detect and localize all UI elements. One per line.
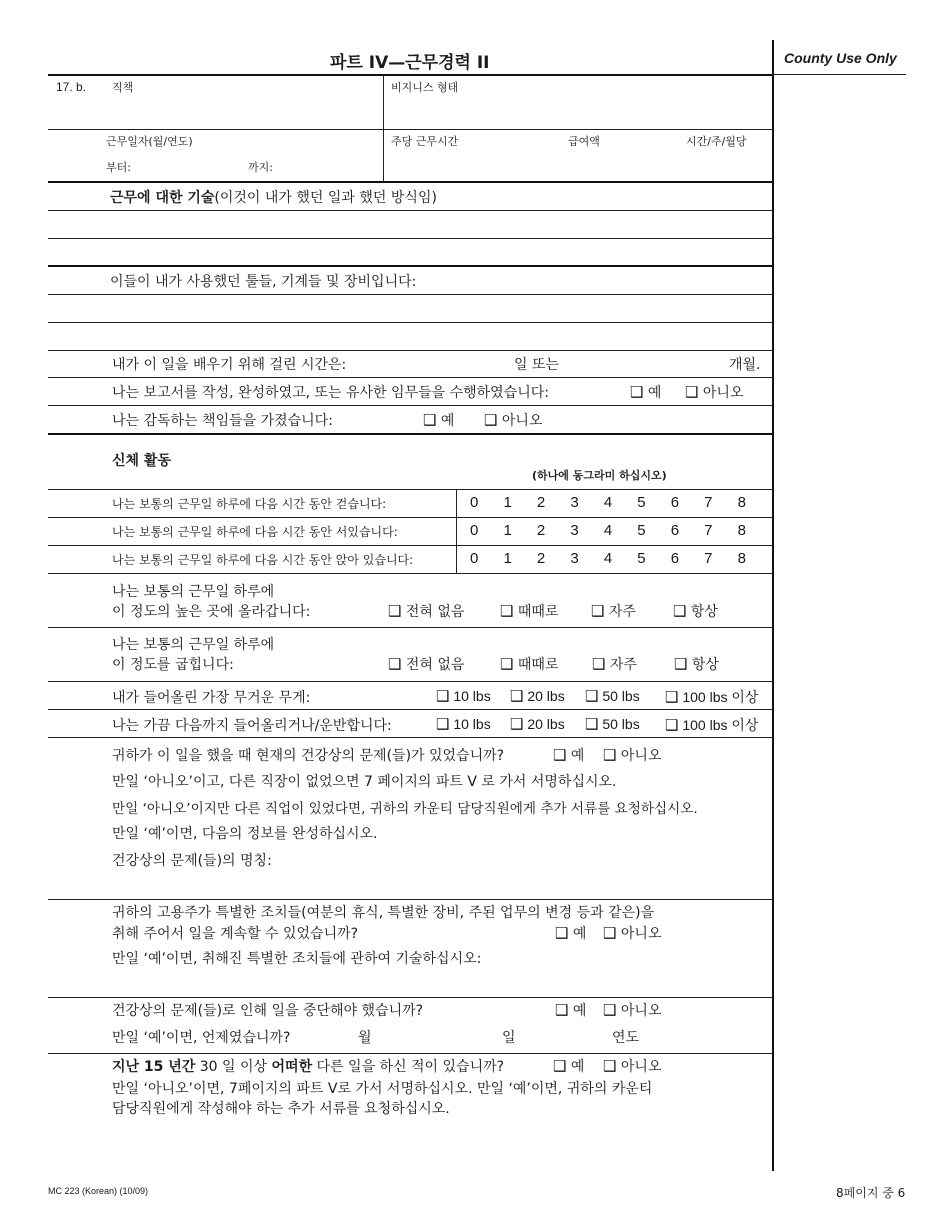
heaviest-option-20[interactable]: [510, 687, 565, 705]
climb-top-rule: [48, 573, 772, 574]
accommodation-no-checkbox[interactable]: ❑: [603, 924, 617, 942]
walk-label: 나는 보통의 근무일 하루에 다음 시간 동안 걷습니다:: [112, 497, 387, 511]
county-column-divider: [772, 40, 774, 1171]
duties-label: [110, 187, 437, 207]
accommodation-yes-option[interactable]: [555, 923, 586, 943]
health-no-option[interactable]: [603, 745, 661, 765]
heaviest-label: 내가 들어올린 가장 무거운 무게:: [112, 690, 311, 706]
supervise-yes-option[interactable]: [423, 410, 454, 430]
sit-scale-4[interactable]: 4: [603, 550, 613, 567]
physical-table-divider: [456, 489, 457, 573]
physical-row-rule-1: [48, 517, 772, 518]
pay-label[interactable]: 급여액: [568, 135, 600, 148]
walk-scale-7[interactable]: 7: [704, 494, 713, 511]
sit-scale-1[interactable]: 1: [503, 550, 512, 567]
stand-scale-5[interactable]: 5: [637, 522, 646, 539]
frequent-100-label: 100 lbs 이상: [682, 717, 759, 733]
bend-always-checkbox[interactable]: ❑: [674, 655, 688, 673]
climb-always-checkbox[interactable]: ❑: [673, 602, 687, 620]
stand-scale-3[interactable]: 3: [570, 522, 579, 539]
stop-top-rule: [48, 997, 772, 998]
heaviest-20-label: 20 lbs: [527, 688, 565, 704]
duties-top-rule: [48, 181, 772, 183]
other-work-yes-checkbox[interactable]: ❑: [553, 1057, 567, 1075]
frequent-top-rule: [48, 709, 772, 710]
sit-scale[interactable]: [470, 550, 746, 567]
climb-option-always[interactable]: [673, 601, 718, 621]
stop-yes-checkbox[interactable]: ❑: [555, 1001, 569, 1019]
physical-top-rule: [48, 433, 772, 435]
other-work-top-rule: [48, 1053, 772, 1054]
bend-sometimes-checkbox[interactable]: ❑: [500, 655, 514, 673]
bend-option-always[interactable]: [674, 654, 719, 674]
frequent-label: 나는 가끔 다음까지 들어올리거나/운반합니다:: [112, 718, 392, 734]
climb-sometimes-checkbox[interactable]: ❑: [500, 602, 514, 620]
stop-yes-option[interactable]: [555, 1000, 586, 1020]
stop-day-label[interactable]: 일: [502, 1030, 516, 1046]
climb-line-1: 나는 보통의 근무일 하루에: [112, 584, 275, 600]
form-id: MC 223 (Korean) (10/09): [48, 1186, 149, 1196]
other-work-q-bold-2: 어떠한: [271, 1059, 313, 1075]
stand-scale-8[interactable]: 8: [737, 522, 746, 539]
supervise-yes-checkbox[interactable]: ❑: [423, 411, 437, 429]
tools-line-1[interactable]: [48, 294, 772, 295]
health-yes-label: 예: [570, 748, 585, 764]
bend-never-checkbox[interactable]: ❑: [388, 655, 402, 673]
other-work-q-rest: 다른 일을 하신 적이 있습니까?: [312, 1059, 505, 1075]
heaviest-option-50[interactable]: [585, 687, 640, 705]
duties-line-1[interactable]: [48, 210, 772, 211]
physical-row-rule-2: [48, 545, 772, 546]
from-label[interactable]: 부터:: [106, 161, 131, 174]
walk-scale-1[interactable]: 1: [503, 494, 512, 511]
stand-scale-4[interactable]: 4: [603, 522, 613, 539]
stand-scale-2[interactable]: 2: [536, 522, 546, 539]
learning-months-label[interactable]: 개월.: [729, 357, 761, 373]
reports-yes-option[interactable]: [630, 382, 661, 402]
physical-title: 신체 활동: [112, 453, 171, 469]
bend-line-2: 이 정도를 굽힙니다:: [112, 657, 234, 673]
climb-never-checkbox[interactable]: ❑: [388, 602, 402, 620]
stop-no-label: 아니오: [620, 1003, 662, 1019]
learning-label: 내가 이 일을 배우기 위해 걸린 시간은:: [112, 357, 347, 373]
health-question: 귀하가 이 일을 했을 때 현재의 건강상의 문제(들)가 있었습니까?: [112, 748, 505, 764]
frequent-50-checkbox[interactable]: ❑: [585, 715, 599, 733]
accommodation-line-3[interactable]: 만일 ‘예’이면, 취해진 특별한 조치들에 관하여 기술하십시오:: [112, 951, 482, 967]
climb-option-sometimes[interactable]: [500, 601, 558, 621]
stand-scale[interactable]: [470, 522, 746, 539]
reports-yes-checkbox[interactable]: ❑: [630, 383, 644, 401]
bend-sometimes-label: 때때로: [517, 657, 559, 673]
sit-scale-6[interactable]: 6: [670, 550, 680, 567]
bend-top-rule: [48, 627, 772, 628]
sit-scale-2[interactable]: 2: [536, 550, 546, 567]
frequent-100-checkbox[interactable]: ❑: [665, 716, 679, 734]
frequent-option-10[interactable]: [436, 715, 491, 733]
bend-often-label: 자주: [609, 657, 637, 673]
accommodation-no-label: 아니오: [620, 926, 662, 942]
accommodation-no-option[interactable]: [603, 923, 661, 943]
heaviest-100-label: 100 lbs 이상: [682, 689, 759, 705]
heaviest-option-100[interactable]: [665, 687, 758, 707]
business-type-label[interactable]: 비지니스 형태: [391, 81, 459, 94]
sit-scale-7[interactable]: 7: [704, 550, 713, 567]
other-work-yes-option[interactable]: [553, 1056, 584, 1076]
health-line-3: 만일 ‘아니오’이지만 다른 직업이 있었다면, 귀하의 카운티 담당직원에게 추가 서류를 요청하십시오.: [112, 801, 698, 817]
duties-label-rest: (이것이 내가 했던 일과 했던 방식임): [214, 190, 437, 206]
bend-often-checkbox[interactable]: ❑: [592, 655, 606, 673]
pay-period-label[interactable]: 시간/주/월당: [686, 135, 747, 148]
physical-instruction: (하나에 동그라미 하십시오): [532, 469, 667, 482]
other-work-question: [112, 1056, 504, 1076]
item-number: 17. b.: [56, 80, 87, 94]
health-line-2: 만일 ‘아니오’이고, 다른 직장이 없었으면 7 페이지의 파트 V 로 가서 서명하십시오.: [112, 774, 617, 790]
climb-always-label: 항상: [690, 604, 718, 620]
frequent-option-20[interactable]: [510, 715, 565, 733]
reports-no-checkbox[interactable]: ❑: [685, 383, 699, 401]
supervise-label: 나는 감독하는 책임들을 가졌습니다:: [112, 413, 333, 429]
sit-scale-0[interactable]: 0: [470, 550, 479, 567]
walk-scale-8[interactable]: 8: [737, 494, 746, 511]
stop-yes-label: 예: [572, 1003, 587, 1019]
other-work-q-mid: 30 일 이상: [195, 1059, 272, 1075]
job-title-label[interactable]: 직책: [112, 81, 134, 94]
page-title: 파트 IV—근무경력 II: [330, 53, 490, 73]
frequent-option-100[interactable]: [665, 715, 758, 735]
health-line-4: 만일 ‘예’이면, 다음의 정보를 완성하십시오.: [112, 826, 378, 842]
bend-line-1: 나는 보통의 근무일 하루에: [112, 637, 275, 653]
climb-option-often[interactable]: [591, 601, 636, 621]
stand-scale-1[interactable]: 1: [503, 522, 512, 539]
other-work-no-option[interactable]: [603, 1056, 661, 1076]
tools-line-2[interactable]: [48, 322, 772, 323]
bend-always-label: 항상: [691, 657, 719, 673]
reports-label: 나는 보고서를 작성, 완성하였고, 또는 유사한 임무들을 수행하였습니다:: [112, 385, 549, 401]
supervise-no-label: 아니오: [501, 413, 543, 429]
top-rule: [48, 74, 772, 76]
health-no-checkbox[interactable]: ❑: [603, 746, 617, 764]
heaviest-50-label: 50 lbs: [602, 688, 640, 704]
bend-option-often[interactable]: [592, 654, 637, 674]
heaviest-10-checkbox[interactable]: ❑: [436, 687, 450, 705]
reports-no-option[interactable]: [685, 382, 743, 402]
county-use-label: County Use Only: [784, 50, 897, 66]
bend-never-label: 전혀 없음: [405, 657, 465, 673]
climb-option-never[interactable]: [388, 601, 464, 621]
frequent-10-label: 10 lbs: [453, 716, 491, 732]
reports-yes-label: 예: [647, 385, 662, 401]
hours-per-week-label[interactable]: 주당 근무시간: [391, 135, 459, 148]
stop-question: 건강상의 문제(들)로 인해 일을 중단해야 했습니까?: [112, 1003, 424, 1019]
reports-no-label: 아니오: [702, 385, 744, 401]
climb-sometimes-label: 때때로: [517, 604, 559, 620]
accommodation-yes-checkbox[interactable]: ❑: [555, 924, 569, 942]
heaviest-20-checkbox[interactable]: ❑: [510, 687, 524, 705]
accommodation-yes-label: 예: [572, 926, 587, 942]
heaviest-100-checkbox[interactable]: ❑: [665, 688, 679, 706]
climb-line-2: 이 정도의 높은 곳에 올라갑니다:: [112, 604, 311, 620]
heaviest-10-label: 10 lbs: [453, 688, 491, 704]
employment-divider: [383, 75, 384, 181]
stop-no-option[interactable]: [603, 1000, 661, 1020]
supervise-top-rule: [48, 405, 772, 406]
accommodation-top-rule: [48, 899, 772, 900]
stop-no-checkbox[interactable]: ❑: [603, 1001, 617, 1019]
dates-label: 근무일자(월/연도): [106, 135, 193, 148]
duties-line-2[interactable]: [48, 238, 772, 239]
frequent-20-label: 20 lbs: [527, 716, 565, 732]
page-number: 8페이지 중 6: [836, 1186, 906, 1200]
walk-scale-0[interactable]: 0: [470, 494, 479, 511]
walk-scale-6[interactable]: 6: [670, 494, 680, 511]
accommodation-line-1: 귀하의 고용주가 특별한 조치들(여분의 휴식, 특별한 장비, 주된 업무의 변경 등과 같은)을: [112, 905, 655, 921]
heaviest-top-rule: [48, 681, 772, 682]
bend-option-never[interactable]: [388, 654, 464, 674]
walk-scale-2[interactable]: 2: [536, 494, 546, 511]
frequent-10-checkbox[interactable]: ❑: [436, 715, 450, 733]
tools-label: 이들이 내가 사용했던 툴들, 기계들 및 장비입니다:: [110, 274, 417, 290]
frequent-50-label: 50 lbs: [602, 716, 640, 732]
health-top-rule: [48, 737, 772, 738]
stop-month-label[interactable]: 월: [358, 1030, 372, 1046]
heaviest-50-checkbox[interactable]: ❑: [585, 687, 599, 705]
climb-never-label: 전혀 없음: [405, 604, 465, 620]
other-work-yes-label: 예: [570, 1059, 585, 1075]
health-yes-option[interactable]: [553, 745, 584, 765]
other-work-no-checkbox[interactable]: ❑: [603, 1057, 617, 1075]
learning-top-rule: [48, 350, 772, 351]
to-label[interactable]: 까지:: [248, 161, 273, 174]
health-no-label: 아니오: [620, 748, 662, 764]
physical-table-top-rule: [48, 489, 772, 490]
other-work-line-3: 담당직원에게 작성해야 하는 추가 서류를 요청하십시오.: [112, 1101, 450, 1117]
stand-scale-7[interactable]: 7: [704, 522, 713, 539]
reports-top-rule: [48, 377, 772, 378]
supervise-no-checkbox[interactable]: ❑: [484, 411, 498, 429]
heaviest-option-10[interactable]: [436, 687, 491, 705]
frequent-option-50[interactable]: [585, 715, 640, 733]
other-work-line-2: 만일 ‘아니오’이면, 7페이지의 파트 V로 가서 서명하십시오. 만일 ‘예’이면, 귀하의 카운티: [112, 1081, 653, 1097]
climb-often-checkbox[interactable]: ❑: [591, 602, 605, 620]
walk-scale-4[interactable]: 4: [603, 494, 613, 511]
sit-scale-3[interactable]: 3: [570, 550, 579, 567]
county-header-rule: [772, 74, 906, 75]
sit-scale-5[interactable]: 5: [637, 550, 646, 567]
employment-mid-rule: [48, 129, 772, 130]
other-work-no-label: 아니오: [620, 1059, 662, 1075]
health-line-5[interactable]: 건강상의 문제(들)의 명칭:: [112, 853, 272, 869]
sit-label: 나는 보통의 근무일 하루에 다음 시간 동안 앉아 있습니다:: [112, 553, 414, 567]
stop-year-label[interactable]: 연도: [612, 1030, 640, 1046]
sit-scale-8[interactable]: 8: [737, 550, 746, 567]
learning-days-label[interactable]: 일 또는: [514, 357, 560, 373]
walk-scale[interactable]: [470, 494, 746, 511]
bend-option-sometimes[interactable]: [500, 654, 558, 674]
health-yes-checkbox[interactable]: ❑: [553, 746, 567, 764]
stand-label: 나는 보통의 근무일 하루에 다음 시간 동안 서있습니다:: [112, 525, 398, 539]
other-work-q-bold-1: 지난 15 년간: [112, 1059, 196, 1075]
supervise-no-option[interactable]: [484, 410, 542, 430]
tools-top-rule: [48, 265, 772, 267]
stop-when-label: 만일 ‘예’이면, 언제였습니까?: [112, 1030, 291, 1046]
supervise-yes-label: 예: [440, 413, 455, 429]
stand-scale-6[interactable]: 6: [670, 522, 680, 539]
climb-often-label: 자주: [608, 604, 636, 620]
stand-scale-0[interactable]: 0: [470, 522, 479, 539]
frequent-20-checkbox[interactable]: ❑: [510, 715, 524, 733]
walk-scale-5[interactable]: 5: [637, 494, 646, 511]
walk-scale-3[interactable]: 3: [570, 494, 579, 511]
accommodation-line-2: 취해 주어서 일을 계속할 수 있었습니까?: [112, 926, 359, 942]
duties-label-bold: 근무에 대한 기술: [110, 190, 215, 206]
